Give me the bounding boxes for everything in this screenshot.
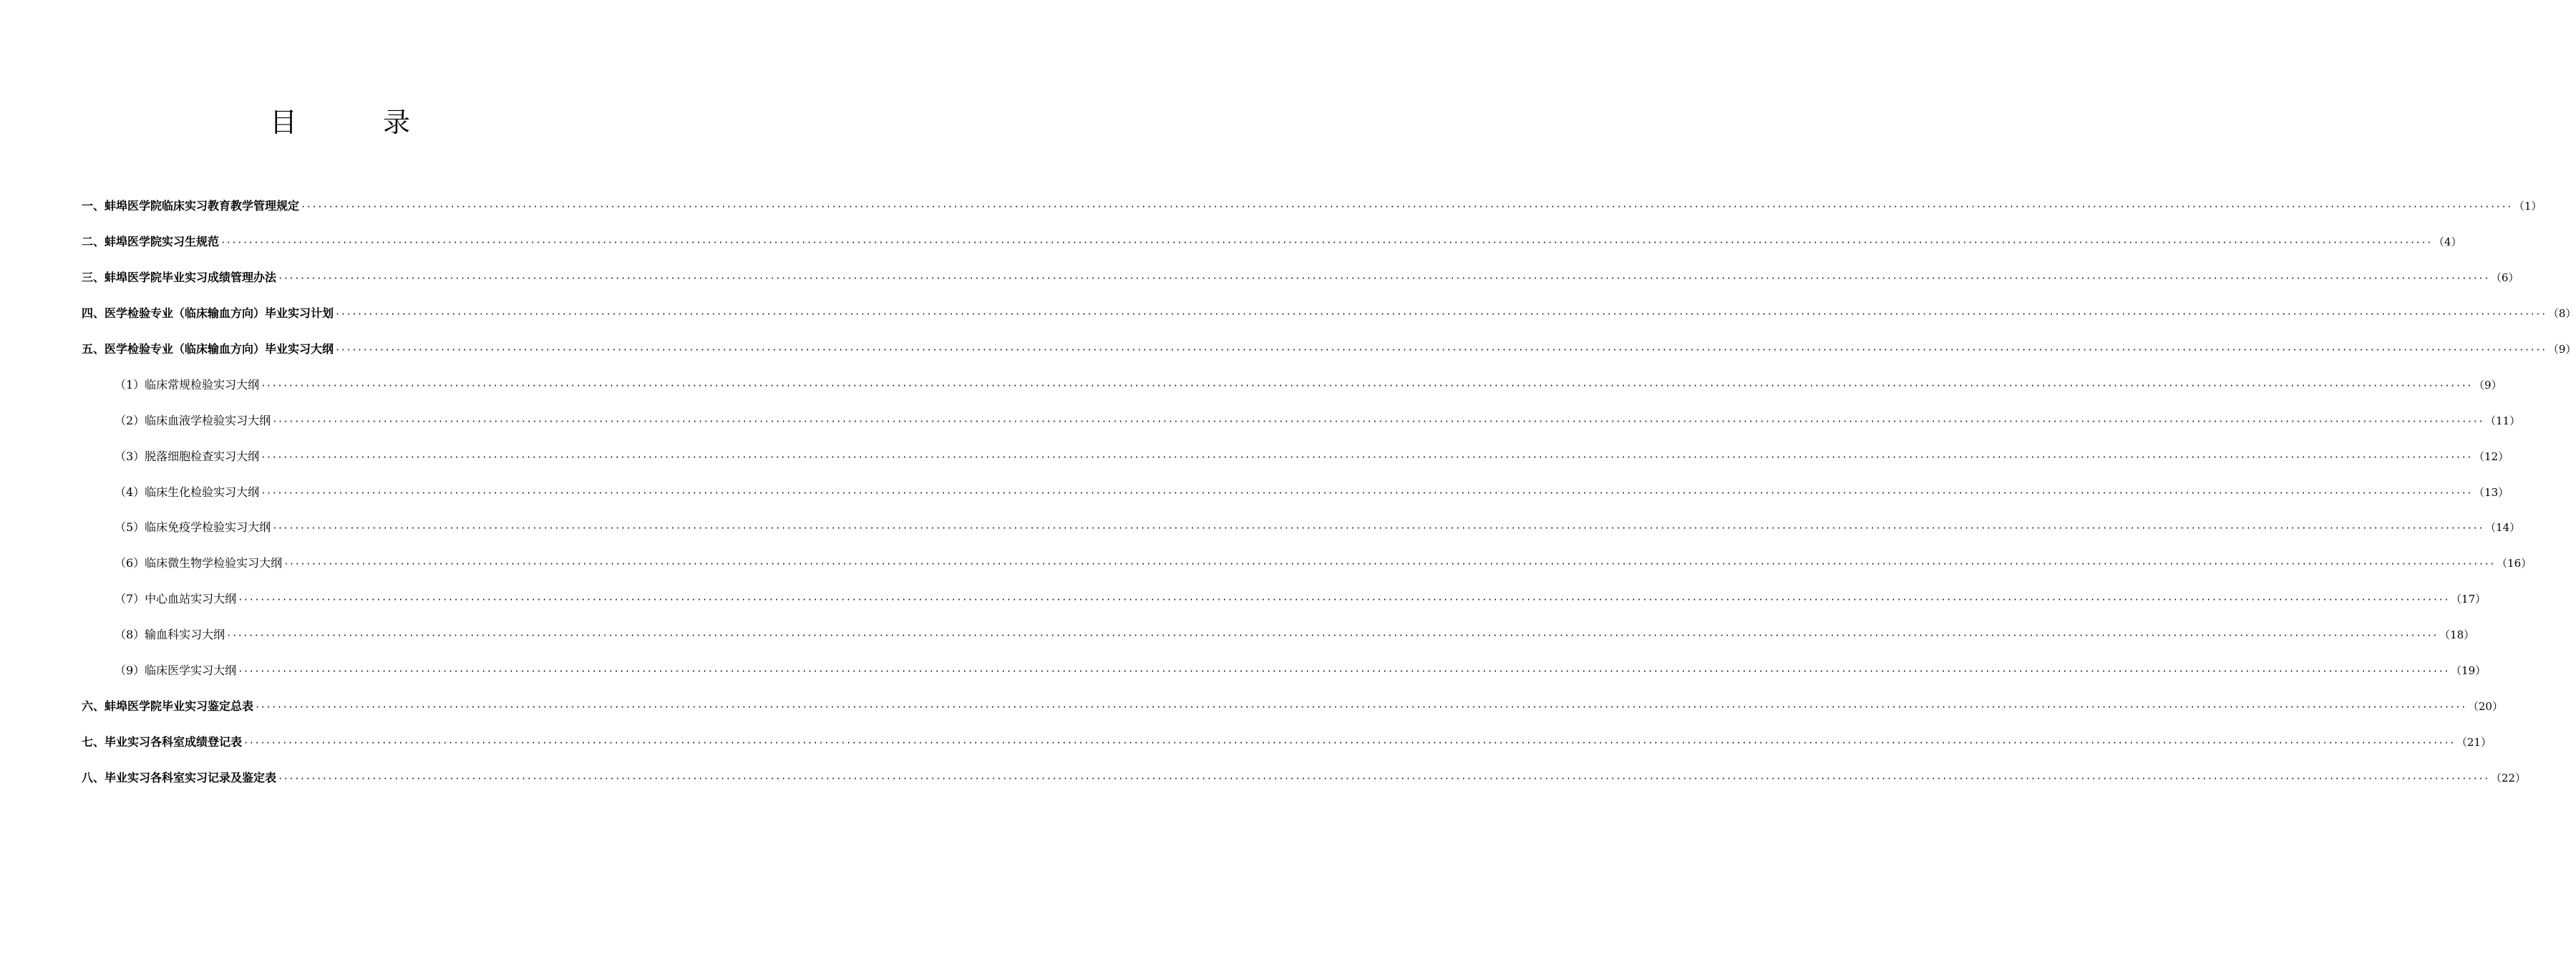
toc-dot-leader: ················································································································································································································································································································································································································	[301, 202, 2512, 213]
toc-dot-leader: ················································································································································································································································································································································································································	[261, 487, 2473, 498]
toc-entry[interactable]	[82, 377, 2502, 394]
toc-entry[interactable]	[82, 341, 2576, 358]
toc-entry-title[interactable]: 八、毕业实习各科室实习记录及鉴定表	[82, 770, 277, 784]
toc-dot-leader: ················································································································································································································································································································································································································	[272, 523, 2484, 534]
toc-page-number: （22）	[2490, 771, 2526, 784]
toc-page-number: （16）	[2497, 557, 2532, 570]
title-char-2: 录	[383, 107, 411, 138]
toc-row[interactable]	[82, 332, 2576, 368]
table-of-contents	[82, 189, 2576, 796]
toc-page-number: （12）	[2474, 450, 2509, 463]
toc-row[interactable]	[82, 261, 2519, 296]
toc-page-number: （19）	[2451, 664, 2487, 678]
toc-page-number: （8）	[2547, 307, 2576, 321]
toc-row[interactable]	[82, 582, 2487, 618]
toc-row[interactable]	[82, 654, 2487, 689]
toc-row[interactable]	[82, 760, 2526, 796]
title-char-1: 目	[269, 107, 297, 138]
toc-entry-title[interactable]: （3）脱落细胞检查实习大纲	[115, 449, 260, 463]
toc-page-number: （1）	[2513, 200, 2542, 213]
toc-entry[interactable]	[82, 770, 2526, 787]
toc-row[interactable]	[82, 510, 2521, 546]
toc-entry[interactable]	[82, 520, 2521, 536]
toc-entry[interactable]	[82, 485, 2509, 501]
toc-page-number: （9）	[2547, 343, 2576, 356]
toc-row[interactable]	[82, 403, 2521, 439]
toc-row[interactable]	[82, 225, 2462, 261]
toc-page-number: （4）	[2433, 235, 2462, 249]
toc-entry[interactable]	[82, 270, 2519, 286]
toc-dot-leader: ················································································································································································································································································································································································································	[238, 666, 2450, 677]
toc-entry[interactable]	[82, 734, 2492, 751]
toc-row[interactable]	[82, 367, 2502, 403]
toc-row[interactable]	[82, 546, 2532, 582]
toc-entry[interactable]	[82, 413, 2521, 429]
toc-entry-title[interactable]: 四、医学检验专业（临床输血方向）毕业实习计划	[82, 306, 334, 321]
toc-page-number: （9）	[2474, 378, 2502, 392]
toc-entry[interactable]	[82, 306, 2576, 322]
toc-page-number: （14）	[2485, 521, 2521, 535]
toc-page-number: （17）	[2451, 593, 2487, 606]
toc-entry-title[interactable]: （6）临床微生物学检验实习大纲	[115, 556, 283, 570]
toc-dot-leader: ················································································································································································································································································································································································································	[261, 380, 2473, 391]
toc-entry[interactable]	[82, 198, 2542, 215]
toc-entry-title[interactable]: 六、蚌埠医学院毕业实习鉴定总表	[82, 699, 254, 713]
toc-dot-leader: ················································································································································································································································································································································································································	[278, 273, 2489, 284]
toc-entry[interactable]	[82, 591, 2487, 608]
toc-dot-leader: ················································································································································································································································································································································································································	[283, 559, 2496, 570]
toc-page-number: （18）	[2439, 628, 2475, 642]
toc-entry-title[interactable]: 五、医学检验专业（临床输血方向）毕业实习大纲	[82, 342, 334, 356]
toc-row[interactable]	[82, 439, 2509, 475]
toc-entry[interactable]	[82, 555, 2532, 572]
toc-dot-leader: ················································································································································································································································································································································································································	[220, 238, 2432, 248]
toc-dot-leader: ················································································································································································································································································································································································································	[278, 773, 2489, 784]
toc-entry[interactable]	[82, 449, 2509, 465]
toc-row[interactable]	[82, 189, 2542, 225]
toc-entry[interactable]	[82, 699, 2503, 715]
toc-entry-title[interactable]: （8）输血科实习大纲	[115, 628, 225, 642]
toc-page-number: （6）	[2490, 271, 2519, 285]
toc-page-number: （21）	[2456, 735, 2492, 749]
page-title	[0, 106, 680, 139]
toc-entry-title[interactable]: （2）临床血液学检验实习大纲	[115, 413, 271, 427]
toc-dot-leader: ················································································································································································································································································································································································································	[238, 595, 2450, 606]
toc-page-number: （20）	[2467, 699, 2503, 713]
toc-dot-leader: ················································································································································································································································································································································································································	[272, 416, 2484, 427]
toc-entry[interactable]	[82, 234, 2462, 251]
toc-row[interactable]	[82, 296, 2576, 332]
toc-entry-title[interactable]: 三、蚌埠医学院毕业实习成绩管理办法	[82, 271, 277, 285]
toc-entry-title[interactable]: （5）临床免疫学检验实习大纲	[115, 520, 271, 535]
toc-dot-leader: ················································································································································································································································································································································································································	[261, 452, 2473, 462]
toc-dot-leader: ················································································································································································································································································································································································································	[255, 701, 2466, 712]
toc-dot-leader: ················································································································································································································································································································································································································	[226, 631, 2439, 641]
toc-row[interactable]	[82, 475, 2509, 510]
toc-row[interactable]	[82, 689, 2503, 724]
toc-entry-title[interactable]: （4）临床生化检验实习大纲	[115, 485, 260, 499]
toc-entry-title[interactable]: 二、蚌埠医学院实习生规范	[82, 235, 220, 249]
toc-dot-leader: ················································································································································································································································································································································································································	[335, 309, 2547, 320]
toc-row[interactable]	[82, 724, 2492, 760]
toc-dot-leader: ················································································································································································································································································································································································································	[243, 737, 2455, 748]
toc-page-number: （11）	[2485, 414, 2521, 427]
toc-entry[interactable]	[82, 663, 2487, 679]
toc-entry-title[interactable]: （9）临床医学实习大纲	[115, 664, 237, 678]
toc-entry-title[interactable]: 七、毕业实习各科室成绩登记表	[82, 734, 243, 749]
toc-page-number: （13）	[2474, 485, 2509, 499]
toc-entry-title[interactable]: 一、蚌埠医学院临床实习教育教学管理规定	[82, 199, 300, 213]
toc-entry[interactable]	[82, 627, 2475, 643]
toc-dot-leader: ················································································································································································································································································································································································································	[335, 345, 2547, 355]
toc-entry-title[interactable]: （7）中心血站实习大纲	[115, 592, 237, 606]
toc-row[interactable]	[82, 618, 2475, 654]
toc-entry-title[interactable]: （1）临床常规检验实习大纲	[115, 377, 260, 392]
